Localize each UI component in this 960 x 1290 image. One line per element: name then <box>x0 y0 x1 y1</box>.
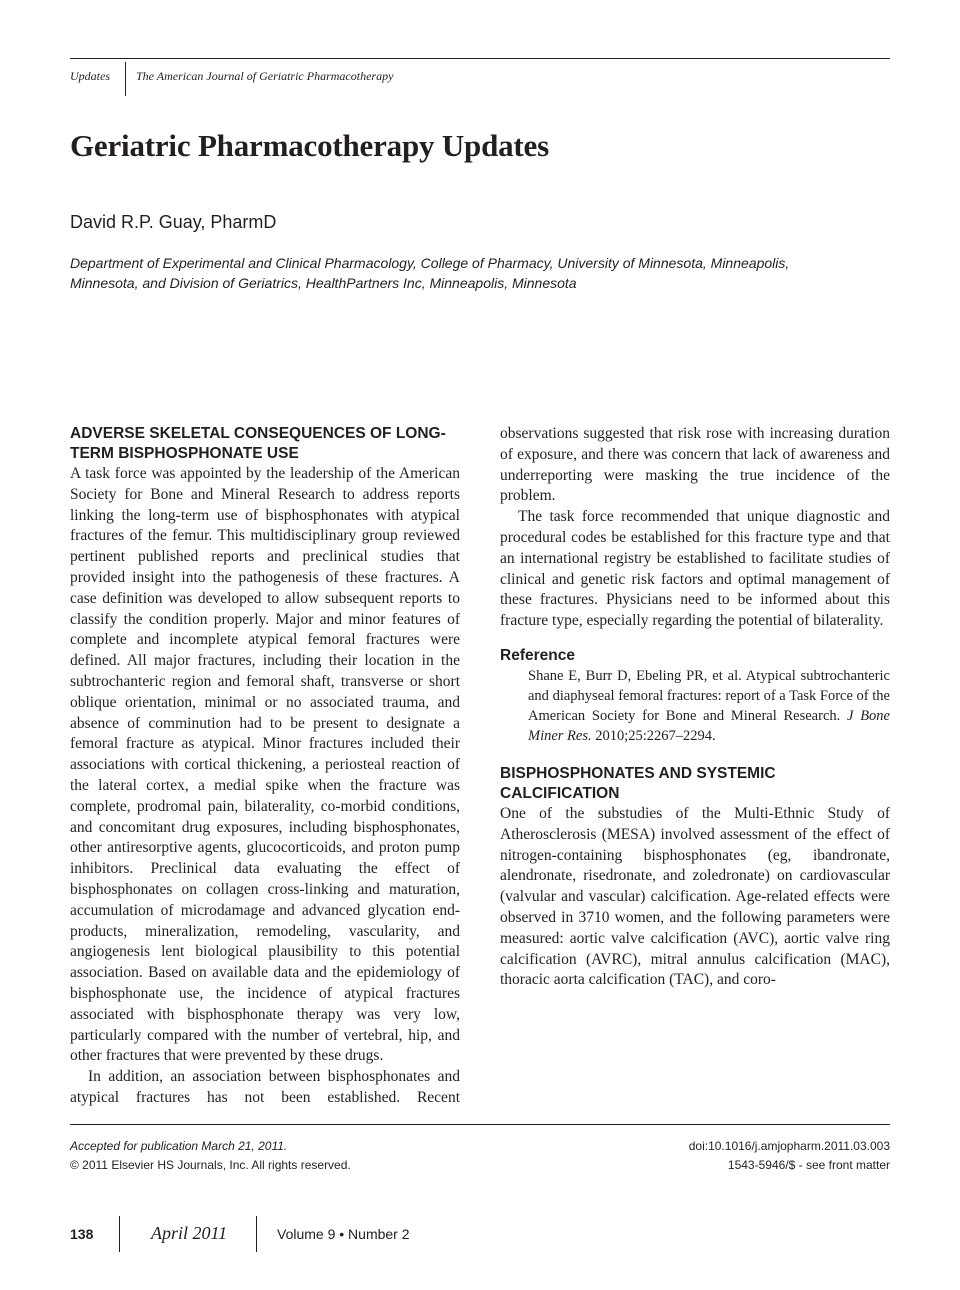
running-head-journal: The American Journal of Geriatric Pharmacotherapy <box>136 69 394 83</box>
running-head-section: Updates <box>70 69 110 83</box>
folio-divider <box>119 1216 120 1252</box>
doi-link[interactable]: doi:10.1016/j.amjopharm.2011.03.003 <box>688 1139 890 1153</box>
issn-note: 1543-5946/$ - see front matter <box>727 1158 890 1172</box>
top-rule <box>70 58 890 59</box>
reference-volume-pages: 2010;25:2267–2294. <box>595 727 716 744</box>
paragraph: One of the substudies of the Multi-Ethnic Study of Atherosclerosis (MESA) involved assessment of the effect of nitrogen-containing bisphosphonates (eg, ibandronate, alendronate, risedronate, and zoledronate) on cardiovascular (valvular and vascular) calcification. Age-related effects were observed in 3710 women, and the following parameters were measured: aortic valve calcification (AVC), aortic valve ring calcification (AVRC), mitral annulus calcification (MAC), thoracic aorta calcification (TAC), and coro- <box>500 804 890 989</box>
folio-divider <box>256 1216 257 1252</box>
reference-heading: Reference <box>500 646 575 664</box>
volume-issue: Volume 9 • Number 2 <box>277 1226 410 1242</box>
issue-date: April 2011 <box>151 1223 228 1243</box>
author-affiliation: Department of Experimental and Clinical Pharmacology, College of Pharmacy, University of Minnesota, Minneapolis, Minnesota, and Division of Geriatrics, HealthPartners Inc, Minneapolis, Minnesota <box>70 255 790 291</box>
section-heading-skeletal: ADVERSE SKELETAL CONSEQUENCES OF LONG-TERM BISPHOSPHONATE USE <box>70 425 446 462</box>
article-author: David R.P. Guay, PharmD <box>70 212 277 232</box>
footer-right <box>689 1137 890 1175</box>
footer-rule <box>70 1124 890 1125</box>
reference-citation <box>528 666 890 746</box>
paragraph: A task force was appointed by the leadership of the American Society for Bone and Mineral Research to address reports linking the long-term use of bisphosphonates with atypical fractures of the femur. This multidisciplinary group reviewed pertinent published reports and preclinical studies that provided insight into the pathogenesis of these fractures. A case definition was developed to allow subsequent reports to classify the condition properly. Major and minor features of complete and incomplete atypical femoral fractures were defined. All major fractures, including their location in the subtrochanteric region and femoral shaft, transverse or short oblique orientation, minimal or no associated trauma, and absence of comminution had to be present to designate a femoral fracture as atypical. Minor fractures included their associations with cortical thickening, a periosteal reaction of the lateral cortex, a medial spike when the fracture was complete, prodromal pain, bilaterality, co-morbid conditions, and concomitant drug exposures, including bisphosphonates, other antiresorptive agents, glucocorticoids, and proton pump inhibitors. Preclinical data evaluating the effect of bisphosphonates on collagen cross-linking and maturation, accumulation of microdamage and advanced glycation end-products, mineralization, remodeling, vascularity, and angiogenesis lent biological plausibility to this potential association. Based on available data and the epidemiology of bisphosphonate use, the incidence of atypical fractures associated with bisphosphonate therapy was very low, particularly compared with the number of vertebral, hip, and other fractures that were prevented by these drugs. <box>70 465 460 1065</box>
article-body <box>70 424 890 1116</box>
paragraph: The task force recommended that unique diagnostic and procedural codes be established for this fracture type and that an international registry be established to facilitate studies of clinical and genetic risk factors and optimal management of these fractures. Physicians need to be informed about this fracture type, especially regarding the potential of bilaterality. <box>500 508 890 630</box>
footer-left <box>70 1137 351 1175</box>
page-number: 138 <box>70 1226 94 1242</box>
reference-authors-title: Shane E, Burr D, Ebeling PR, et al. Atypical subtrochanteric and diaphyseal femoral fractures: report of a Task Force of the American Society for Bone and Mineral Research. <box>528 667 890 724</box>
reference-journal: J Bone Miner Res. <box>528 707 890 744</box>
running-head-divider <box>125 62 126 96</box>
accepted-date: Accepted for publication March 21, 2011. <box>70 1139 288 1153</box>
copyright-notice: © 2011 Elsevier HS Journals, Inc. All rights reserved. <box>70 1158 351 1172</box>
paragraph: In addition, an association between bisphosphonates and atypical fractures has not been established. Recent observations suggested that risk rose with increasing duration of exposure, and there was concern that lack of awareness and underreporting were masking the true incidence of the problem. <box>70 425 890 1106</box>
section-heading-calcification: BISPHOSPHONATES AND SYSTEMIC CALCIFICATION <box>500 764 776 802</box>
article-title: Geriatric Pharmacotherapy Updates <box>70 128 549 163</box>
